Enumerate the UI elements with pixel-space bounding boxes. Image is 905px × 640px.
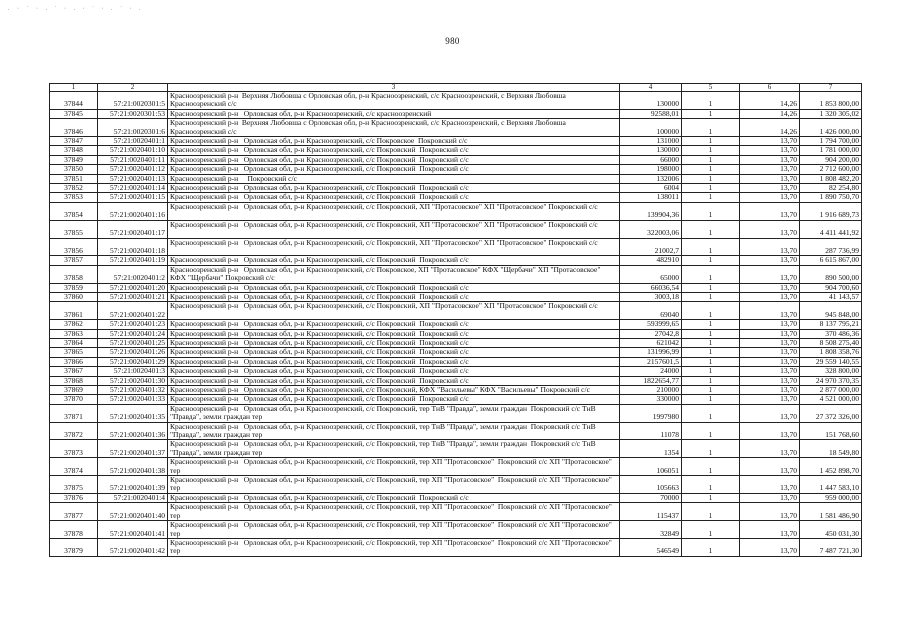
row-number-cell: 37877 (50, 503, 98, 521)
row-number-cell: 37867 (50, 367, 98, 376)
quantity-cell: 1 (682, 265, 740, 283)
quantity-cell: 1 (682, 458, 740, 476)
value-cell: 1 426 000,00 (800, 119, 862, 137)
area-cell: 2157601,5 (620, 357, 682, 366)
cadastral-number-cell: 57:21:0020401:4 (98, 493, 168, 502)
cadastral-number-cell: 57:21:0020401:36 (98, 422, 168, 440)
row-number-cell: 37857 (50, 256, 98, 265)
area-cell: 132006 (620, 174, 682, 183)
cadastral-number-cell: 57:21:0020401:42 (98, 538, 168, 556)
cadastral-number-cell: 57:21:0020401:26 (98, 348, 168, 357)
address-cell: Красноозренский р-н Орловская обл, р-н Красноозренский, с/с Покровский, тер ХП "Протасовское" Покровский с/с ХП "Протасовское" тер (168, 458, 620, 476)
table-row (50, 538, 862, 556)
address-cell: Красноозренский р-н Орловская обл, р-н Красноозренский, с/с Покровский Покровский с/с (168, 256, 620, 265)
table-row (50, 422, 862, 440)
table-row (50, 193, 862, 202)
rate-cell: 14,26 (740, 92, 800, 110)
row-number-cell: 37875 (50, 476, 98, 494)
cadastral-number-cell: 57:21:0020401:35 (98, 404, 168, 422)
quantity-cell: 1 (682, 386, 740, 395)
value-cell: 29 559 140,55 (800, 357, 862, 366)
quantity-cell: 1 (682, 193, 740, 202)
row-number-cell: 37868 (50, 376, 98, 385)
quantity-cell: 1 (682, 357, 740, 366)
value-cell: 1 581 486,90 (800, 503, 862, 521)
address-cell: Красноозренский р-н Орловская обл, р-н Красноозренский, с/с Покровский Покровский с/с (168, 338, 620, 347)
quantity-cell: 1 (682, 320, 740, 329)
area-cell: 92588,01 (620, 109, 682, 118)
quantity-cell: 1 (682, 220, 740, 238)
table-row (50, 302, 862, 320)
area-cell: 593999,65 (620, 320, 682, 329)
quantity-cell: 1 (682, 348, 740, 357)
address-cell: Красноозренский р-н Орловская обл, р-н Красноозренский, с/с Покровский, тер ХП "Протасовское" Покровский с/с ХП "Протасовское" тер (168, 538, 620, 556)
area-cell: 1354 (620, 440, 682, 458)
value-cell: 287 736,99 (800, 238, 862, 256)
rate-cell: 13,70 (740, 184, 800, 193)
cadastral-number-cell: 57:21:0020401:15 (98, 193, 168, 202)
rate-cell: 14,26 (740, 109, 800, 118)
table-row (50, 395, 862, 404)
area-cell: 198000 (620, 165, 682, 174)
value-cell: 1 853 800,00 (800, 92, 862, 110)
column-number-row (50, 84, 862, 92)
table-row (50, 357, 862, 366)
quantity-cell: 1 (682, 404, 740, 422)
table-row (50, 155, 862, 164)
value-cell: 4 411 441,92 (800, 220, 862, 238)
rate-cell: 13,70 (740, 458, 800, 476)
rate-cell: 13,70 (740, 174, 800, 183)
address-cell: Красноозренский р-н Орловская обл, р-н Красноозренский, с/с Покровский, ХП "Протасовское" ХП "Протасовское" Покровский с/с (168, 220, 620, 238)
address-cell: Красноозренский р-н Орловская обл, р-н Красноозренский, с/с Покровское, ХП "Протасовское" КФХ "Щербачи" ХП "Протасовское" КФХ "Щербачи" Покровский с/с (168, 265, 620, 283)
row-number-cell: 37855 (50, 220, 98, 238)
row-number-cell: 37854 (50, 202, 98, 220)
cadastral-number-cell: 57:21:0020401:40 (98, 503, 168, 521)
quantity-cell: 1 (682, 493, 740, 502)
row-number-cell: 37851 (50, 174, 98, 183)
area-cell: 621042 (620, 338, 682, 347)
rate-cell: 13,70 (740, 256, 800, 265)
cadastral-number-cell: 57:21:0020401:37 (98, 440, 168, 458)
quantity-cell: 1 (682, 109, 740, 118)
area-cell: 32849 (620, 521, 682, 539)
cadastral-number-cell: 57:21:0020401:41 (98, 521, 168, 539)
row-number-cell: 37852 (50, 184, 98, 193)
value-cell: 1 808 482,20 (800, 174, 862, 183)
rate-cell: 13,70 (740, 493, 800, 502)
area-cell: 105663 (620, 476, 682, 494)
cadastral-number-cell: 57:21:0020401:17 (98, 220, 168, 238)
area-cell: 330000 (620, 395, 682, 404)
table-row (50, 376, 862, 385)
rate-cell: 13,70 (740, 137, 800, 146)
cadastral-number-cell: 57:21:0020401:23 (98, 320, 168, 329)
cadastral-number-cell: 57:21:0020401:2 (98, 265, 168, 283)
rate-cell: 13,70 (740, 146, 800, 155)
value-cell: 2 877 000,00 (800, 386, 862, 395)
address-cell: Красноозренский р-н Орловская обл, р-н Красноозренский, с/с Покровский, тер ХП "Протасовское" Покровский с/с ХП "Протасовское" тер (168, 476, 620, 494)
rate-cell: 13,70 (740, 302, 800, 320)
table-row (50, 338, 862, 347)
table-row (50, 109, 862, 118)
table-row (50, 146, 862, 155)
cadastral-number-cell: 57:21:0020401:25 (98, 338, 168, 347)
value-cell: 1 447 583,10 (800, 476, 862, 494)
value-cell: 1 781 000,00 (800, 146, 862, 155)
address-cell: Красноозренский р-н Покровский с/с (168, 174, 620, 183)
rate-cell: 13,70 (740, 538, 800, 556)
quantity-cell: 1 (682, 202, 740, 220)
rate-cell: 13,70 (740, 265, 800, 283)
address-cell: Красноозренский р-н Орловская обл, р-н Красноозренский, с/с Покровский Покровский с/с (168, 357, 620, 366)
row-number-cell: 37863 (50, 329, 98, 338)
rate-cell: 13,70 (740, 292, 800, 301)
address-cell: Красноозренский р-н Орловская обл, р-н Красноозренский, с/с Покровский Покровский с/с (168, 193, 620, 202)
rate-cell: 13,70 (740, 283, 800, 292)
row-number-cell: 37844 (50, 92, 98, 110)
area-cell: 131996,99 (620, 348, 682, 357)
cadastral-number-cell: 57:21:0020401:30 (98, 376, 168, 385)
quantity-cell: 1 (682, 292, 740, 301)
quantity-cell: 1 (682, 503, 740, 521)
table-row (50, 521, 862, 539)
value-cell: 8 508 275,40 (800, 338, 862, 347)
area-cell: 322003,06 (620, 220, 682, 238)
address-cell: Красноозренский р-н Орловская обл, р-н Красноозренский, с/с Покровский, ХП "Протасовское" ХП "Протасовское" Покровский с/с (168, 238, 620, 256)
area-cell: 6004 (620, 184, 682, 193)
address-cell: Красноозренский р-н Орловская обл, р-н Красноозренский, с/с Покровский Покровский с/с (168, 376, 620, 385)
column-header: 1 (50, 84, 98, 92)
rate-cell: 13,70 (740, 320, 800, 329)
rate-cell: 13,70 (740, 348, 800, 357)
address-cell: Красноозренский р-н Орловская обл, р-н Красноозренский, с/с Покровский Покровский с/с (168, 155, 620, 164)
address-cell: Красноозренский р-н Орловская обл, р-н Красноозренский, с/с Покровский, ХП "Протасовское" ХП "Протасовское" Покровский с/с (168, 202, 620, 220)
rate-cell: 13,70 (740, 220, 800, 238)
rate-cell: 13,70 (740, 521, 800, 539)
value-cell: 904 200,00 (800, 155, 862, 164)
table-row (50, 503, 862, 521)
area-cell: 65000 (620, 265, 682, 283)
table-row (50, 440, 862, 458)
cadastral-number-cell: 57:21:0020401:39 (98, 476, 168, 494)
table-row (50, 119, 862, 137)
quantity-cell: 1 (682, 376, 740, 385)
table-row (50, 174, 862, 183)
rate-cell: 13,70 (740, 155, 800, 164)
quantity-cell: 1 (682, 238, 740, 256)
cadastral-number-cell: 57:21:0020401:29 (98, 357, 168, 366)
table-row (50, 220, 862, 238)
column-header: 4 (620, 84, 682, 92)
quantity-cell: 1 (682, 283, 740, 292)
address-cell: Красноозренский р-н Орловская обл, р-н Красноозренский, с/с Покровский, тер ТнВ "Правда", земли граждан Покровский с/с ТнВ "Правда", земли граждан тер (168, 422, 620, 440)
area-cell: 138011 (620, 193, 682, 202)
cadastral-number-cell: 57:21:0020301:6 (98, 119, 168, 137)
row-number-cell: 37873 (50, 440, 98, 458)
value-cell: 1 808 358,76 (800, 348, 862, 357)
address-cell: Красноозренский р-н Орловская обл, р-н Красноозренский, с/с красноозренский (168, 109, 620, 118)
quantity-cell: 1 (682, 521, 740, 539)
value-cell: 24 970 370,35 (800, 376, 862, 385)
value-cell: 1 890 750,70 (800, 193, 862, 202)
row-number-cell: 37845 (50, 109, 98, 118)
cadastral-number-cell: 57:21:0020401:21 (98, 292, 168, 301)
area-cell: 70000 (620, 493, 682, 502)
value-cell: 1 916 689,73 (800, 202, 862, 220)
address-cell: Красноозренский р-н Орловская обл, р-н Красноозренский, с/с Покровский Покровский с/с (168, 395, 620, 404)
row-number-cell: 37870 (50, 395, 98, 404)
row-number-cell: 37876 (50, 493, 98, 502)
rate-cell: 13,70 (740, 440, 800, 458)
area-cell: 106051 (620, 458, 682, 476)
value-cell: 6 615 867,00 (800, 256, 862, 265)
cadastral-number-cell: 57:21:0020401:22 (98, 302, 168, 320)
cadastral-number-cell: 57:21:0020401:1 (98, 137, 168, 146)
value-cell: 151 768,60 (800, 422, 862, 440)
address-cell: Красноозренский р-н Орловская обл, р-н Красноозренский, с/с Покровский Покровский с/с (168, 329, 620, 338)
cadastral-number-cell: 57:21:0020401:12 (98, 165, 168, 174)
row-number-cell: 37861 (50, 302, 98, 320)
quantity-cell: 1 (682, 338, 740, 347)
quantity-cell: 1 (682, 146, 740, 155)
quantity-cell: 1 (682, 119, 740, 137)
table-row (50, 292, 862, 301)
row-number-cell: 37846 (50, 119, 98, 137)
column-header: 6 (740, 84, 800, 92)
area-cell: 100000 (620, 119, 682, 137)
table-row (50, 137, 862, 146)
quantity-cell: 1 (682, 184, 740, 193)
area-cell: 66036,54 (620, 283, 682, 292)
rate-cell: 13,70 (740, 193, 800, 202)
value-cell: 890 500,00 (800, 265, 862, 283)
value-cell: 1 452 898,70 (800, 458, 862, 476)
table-row (50, 202, 862, 220)
address-cell: Красноозренский р-н Орловская обл, р-н Красноозренский, с/с Покровский Покровский с/с (168, 146, 620, 155)
row-number-cell: 37874 (50, 458, 98, 476)
table-row (50, 165, 862, 174)
quantity-cell: 1 (682, 440, 740, 458)
area-cell: 3003,18 (620, 292, 682, 301)
rate-cell: 13,70 (740, 329, 800, 338)
area-cell: 69040 (620, 302, 682, 320)
table-row (50, 283, 862, 292)
quantity-cell: 1 (682, 476, 740, 494)
scan-noise: . · ˙ · . ˙ · . · ˙ · . ˙ · . (8, 6, 144, 12)
address-cell: Красноозренский р-н Орловская обл, р-н Красноозренский, с/с Покровский Покровский с/с (168, 184, 620, 193)
address-cell: Красноозренский р-н Орловская обл, р-н Красноозренский, с/с Покровский, тер ХП "Протасовское" Покровский с/с ХП "Протасовское" тер (168, 521, 620, 539)
area-cell: 1822654,77 (620, 376, 682, 385)
cadastral-number-cell: 57:21:0020401:33 (98, 395, 168, 404)
cadastral-number-cell: 57:21:0020401:32 (98, 386, 168, 395)
rate-cell: 13,70 (740, 367, 800, 376)
area-cell: 115437 (620, 503, 682, 521)
cadastral-number-cell: 57:21:0020401:19 (98, 256, 168, 265)
table-row (50, 386, 862, 395)
row-number-cell: 37866 (50, 357, 98, 366)
row-number-cell: 37878 (50, 521, 98, 539)
cadastral-number-cell: 57:21:0020401:38 (98, 458, 168, 476)
value-cell: 41 143,57 (800, 292, 862, 301)
area-cell: 131000 (620, 137, 682, 146)
row-number-cell: 37850 (50, 165, 98, 174)
address-cell: Красноозренский р-н Орловская обл, р-н Красноозренский, с/с Покровский Покровский с/с (168, 367, 620, 376)
value-cell: 4 521 000,00 (800, 395, 862, 404)
address-cell: Красноозренский р-н Орловская обл, р-н Красноозренский, с/с Покровский, тер ТнВ "Правда", земли граждан Покровский с/с ТнВ "Правда", земли граждан тер (168, 440, 620, 458)
value-cell: 1 320 305,02 (800, 109, 862, 118)
table-row (50, 184, 862, 193)
cadastral-number-cell: 57:21:0020401:20 (98, 283, 168, 292)
row-number-cell: 37856 (50, 238, 98, 256)
quantity-cell: 1 (682, 155, 740, 164)
address-cell: Красноозренский р-н Орловская обл, р-н Красноозренский, с/с Покровский Покровский с/с (168, 283, 620, 292)
rate-cell: 13,70 (740, 202, 800, 220)
row-number-cell: 37847 (50, 137, 98, 146)
table-row (50, 329, 862, 338)
area-cell: 130000 (620, 146, 682, 155)
rate-cell: 13,70 (740, 165, 800, 174)
table-row (50, 348, 862, 357)
row-number-cell: 37864 (50, 338, 98, 347)
table-row (50, 493, 862, 502)
rate-cell: 13,70 (740, 238, 800, 256)
address-cell: Красноозренский р-н Орловская обл, р-н Красноозренский, с/с Покровский Покровский с/с (168, 493, 620, 502)
area-cell: 546549 (620, 538, 682, 556)
area-cell: 1997980 (620, 404, 682, 422)
address-cell: Красноозренский р-н Орловская обл, р-н Красноозренский, с/с Покровский Покровский с/с (168, 165, 620, 174)
quantity-cell: 1 (682, 137, 740, 146)
cadastral-number-cell: 57:21:0020401:10 (98, 146, 168, 155)
value-cell: 959 000,00 (800, 493, 862, 502)
area-cell: 11078 (620, 422, 682, 440)
row-number-cell: 37853 (50, 193, 98, 202)
quantity-cell: 1 (682, 302, 740, 320)
quantity-cell: 1 (682, 367, 740, 376)
cadastral-number-cell: 57:21:0020401:13 (98, 174, 168, 183)
area-cell: 482910 (620, 256, 682, 265)
address-cell: Красноозренский р-н Орловская обл, р-н Красноозренский, с/с Покровский, тер ТнВ "Правда", земли граждан Покровский с/с ТнВ "Правда", земли граждан тер (168, 404, 620, 422)
quantity-cell: 1 (682, 538, 740, 556)
table-row (50, 458, 862, 476)
table-row (50, 404, 862, 422)
table-row (50, 320, 862, 329)
table-row (50, 265, 862, 283)
cadastral-number-cell: 57:21:0020301:53 (98, 109, 168, 118)
table-row (50, 256, 862, 265)
area-cell: 139904,36 (620, 202, 682, 220)
value-cell: 450 031,30 (800, 521, 862, 539)
address-cell: Красноозренский р-н Верхняя Любовша с Орловская обл, р-н Красноозренский, с/с Красноозренский, с Верхняя Любовша Красноозренский с/с (168, 92, 620, 110)
address-cell: Красноозренский р-н Орловская обл, р-н Красноозренский, с/с Покровский, тер ХП "Протасовское" Покровский с/с ХП "Протасовское" тер (168, 503, 620, 521)
table-row (50, 92, 862, 110)
area-cell: 24000 (620, 367, 682, 376)
address-cell: Красноозренский р-н Верхняя Любовша с Орловская обл, р-н Красноозренский, с/с Красноозренский, с Верхняя Любовша Красноозренский с/с (168, 119, 620, 137)
value-cell: 18 549,80 (800, 440, 862, 458)
row-number-cell: 37865 (50, 348, 98, 357)
cadastral-number-cell: 57:21:0020401:18 (98, 238, 168, 256)
rate-cell: 13,70 (740, 395, 800, 404)
cadastral-number-cell: 57:21:0020401:11 (98, 155, 168, 164)
cadastral-number-cell: 57:21:0020401:16 (98, 202, 168, 220)
value-cell: 945 848,00 (800, 302, 862, 320)
value-cell: 82 254,80 (800, 184, 862, 193)
cadastral-number-cell: 57:21:0020401:3 (98, 367, 168, 376)
rate-cell: 13,70 (740, 476, 800, 494)
value-cell: 904 700,60 (800, 283, 862, 292)
row-number-cell: 37849 (50, 155, 98, 164)
quantity-cell: 1 (682, 395, 740, 404)
row-number-cell: 37869 (50, 386, 98, 395)
cadastral-number-cell: 57:21:0020301:5 (98, 92, 168, 110)
quantity-cell: 1 (682, 165, 740, 174)
value-cell: 1 794 700,00 (800, 137, 862, 146)
row-number-cell: 37858 (50, 265, 98, 283)
address-cell: Красноозренский р-н Орловская обл, р-н Красноозренский, с/с Покровский Покровский с/с (168, 292, 620, 301)
address-cell: Красноозренский р-н Орловская обл, р-н Красноозренский, с/с Покровский, ХП "Протасовское" ХП "Протасовское" Покровский с/с (168, 302, 620, 320)
column-header: 2 (98, 84, 168, 92)
table-row (50, 367, 862, 376)
quantity-cell: 1 (682, 92, 740, 110)
rate-cell: 13,70 (740, 338, 800, 347)
area-cell: 130000 (620, 92, 682, 110)
quantity-cell: 1 (682, 174, 740, 183)
column-header: 3 (168, 84, 620, 92)
rate-cell: 13,70 (740, 376, 800, 385)
row-number-cell: 37871 (50, 404, 98, 422)
rate-cell: 13,70 (740, 404, 800, 422)
value-cell: 7 487 721,30 (800, 538, 862, 556)
address-cell: Красноозренский р-н Орловская обл, р-н Красноозренский, с/с Покровское Покровский с/с (168, 137, 620, 146)
row-number-cell: 37860 (50, 292, 98, 301)
column-header: 5 (682, 84, 740, 92)
area-cell: 27042,8 (620, 329, 682, 338)
quantity-cell: 1 (682, 422, 740, 440)
value-cell: 27 372 326,00 (800, 404, 862, 422)
land-registry-table (49, 83, 862, 557)
value-cell: 370 486,36 (800, 329, 862, 338)
cadastral-number-cell: 57:21:0020401:24 (98, 329, 168, 338)
row-number-cell: 37872 (50, 422, 98, 440)
table-row (50, 238, 862, 256)
quantity-cell: 1 (682, 256, 740, 265)
row-number-cell: 37859 (50, 283, 98, 292)
address-cell: Красноозренский р-н Орловская обл, р-н Красноозренский, с/с Покровский, КФХ "Васильевы" КФХ "Васильевы" Покровский с/с (168, 386, 620, 395)
table-row (50, 476, 862, 494)
column-header: 7 (800, 84, 862, 92)
page-number: 980 (445, 36, 460, 46)
address-cell: Красноозренский р-н Орловская обл, р-н Красноозренский, с/с Покровский Покровский с/с (168, 320, 620, 329)
row-number-cell: 37862 (50, 320, 98, 329)
row-number-cell: 37879 (50, 538, 98, 556)
quantity-cell: 1 (682, 329, 740, 338)
rate-cell: 14,26 (740, 119, 800, 137)
address-cell: Красноозренский р-н Орловская обл, р-н Красноозренский, с/с Покровский Покровский с/с (168, 348, 620, 357)
rate-cell: 13,70 (740, 503, 800, 521)
value-cell: 328 800,00 (800, 367, 862, 376)
row-number-cell: 37848 (50, 146, 98, 155)
value-cell: 8 137 795,21 (800, 320, 862, 329)
area-cell: 210000 (620, 386, 682, 395)
value-cell: 2 712 600,00 (800, 165, 862, 174)
area-cell: 66000 (620, 155, 682, 164)
cadastral-number-cell: 57:21:0020401:14 (98, 184, 168, 193)
area-cell: 21002,7 (620, 238, 682, 256)
rate-cell: 13,70 (740, 386, 800, 395)
rate-cell: 13,70 (740, 357, 800, 366)
rate-cell: 13,70 (740, 422, 800, 440)
